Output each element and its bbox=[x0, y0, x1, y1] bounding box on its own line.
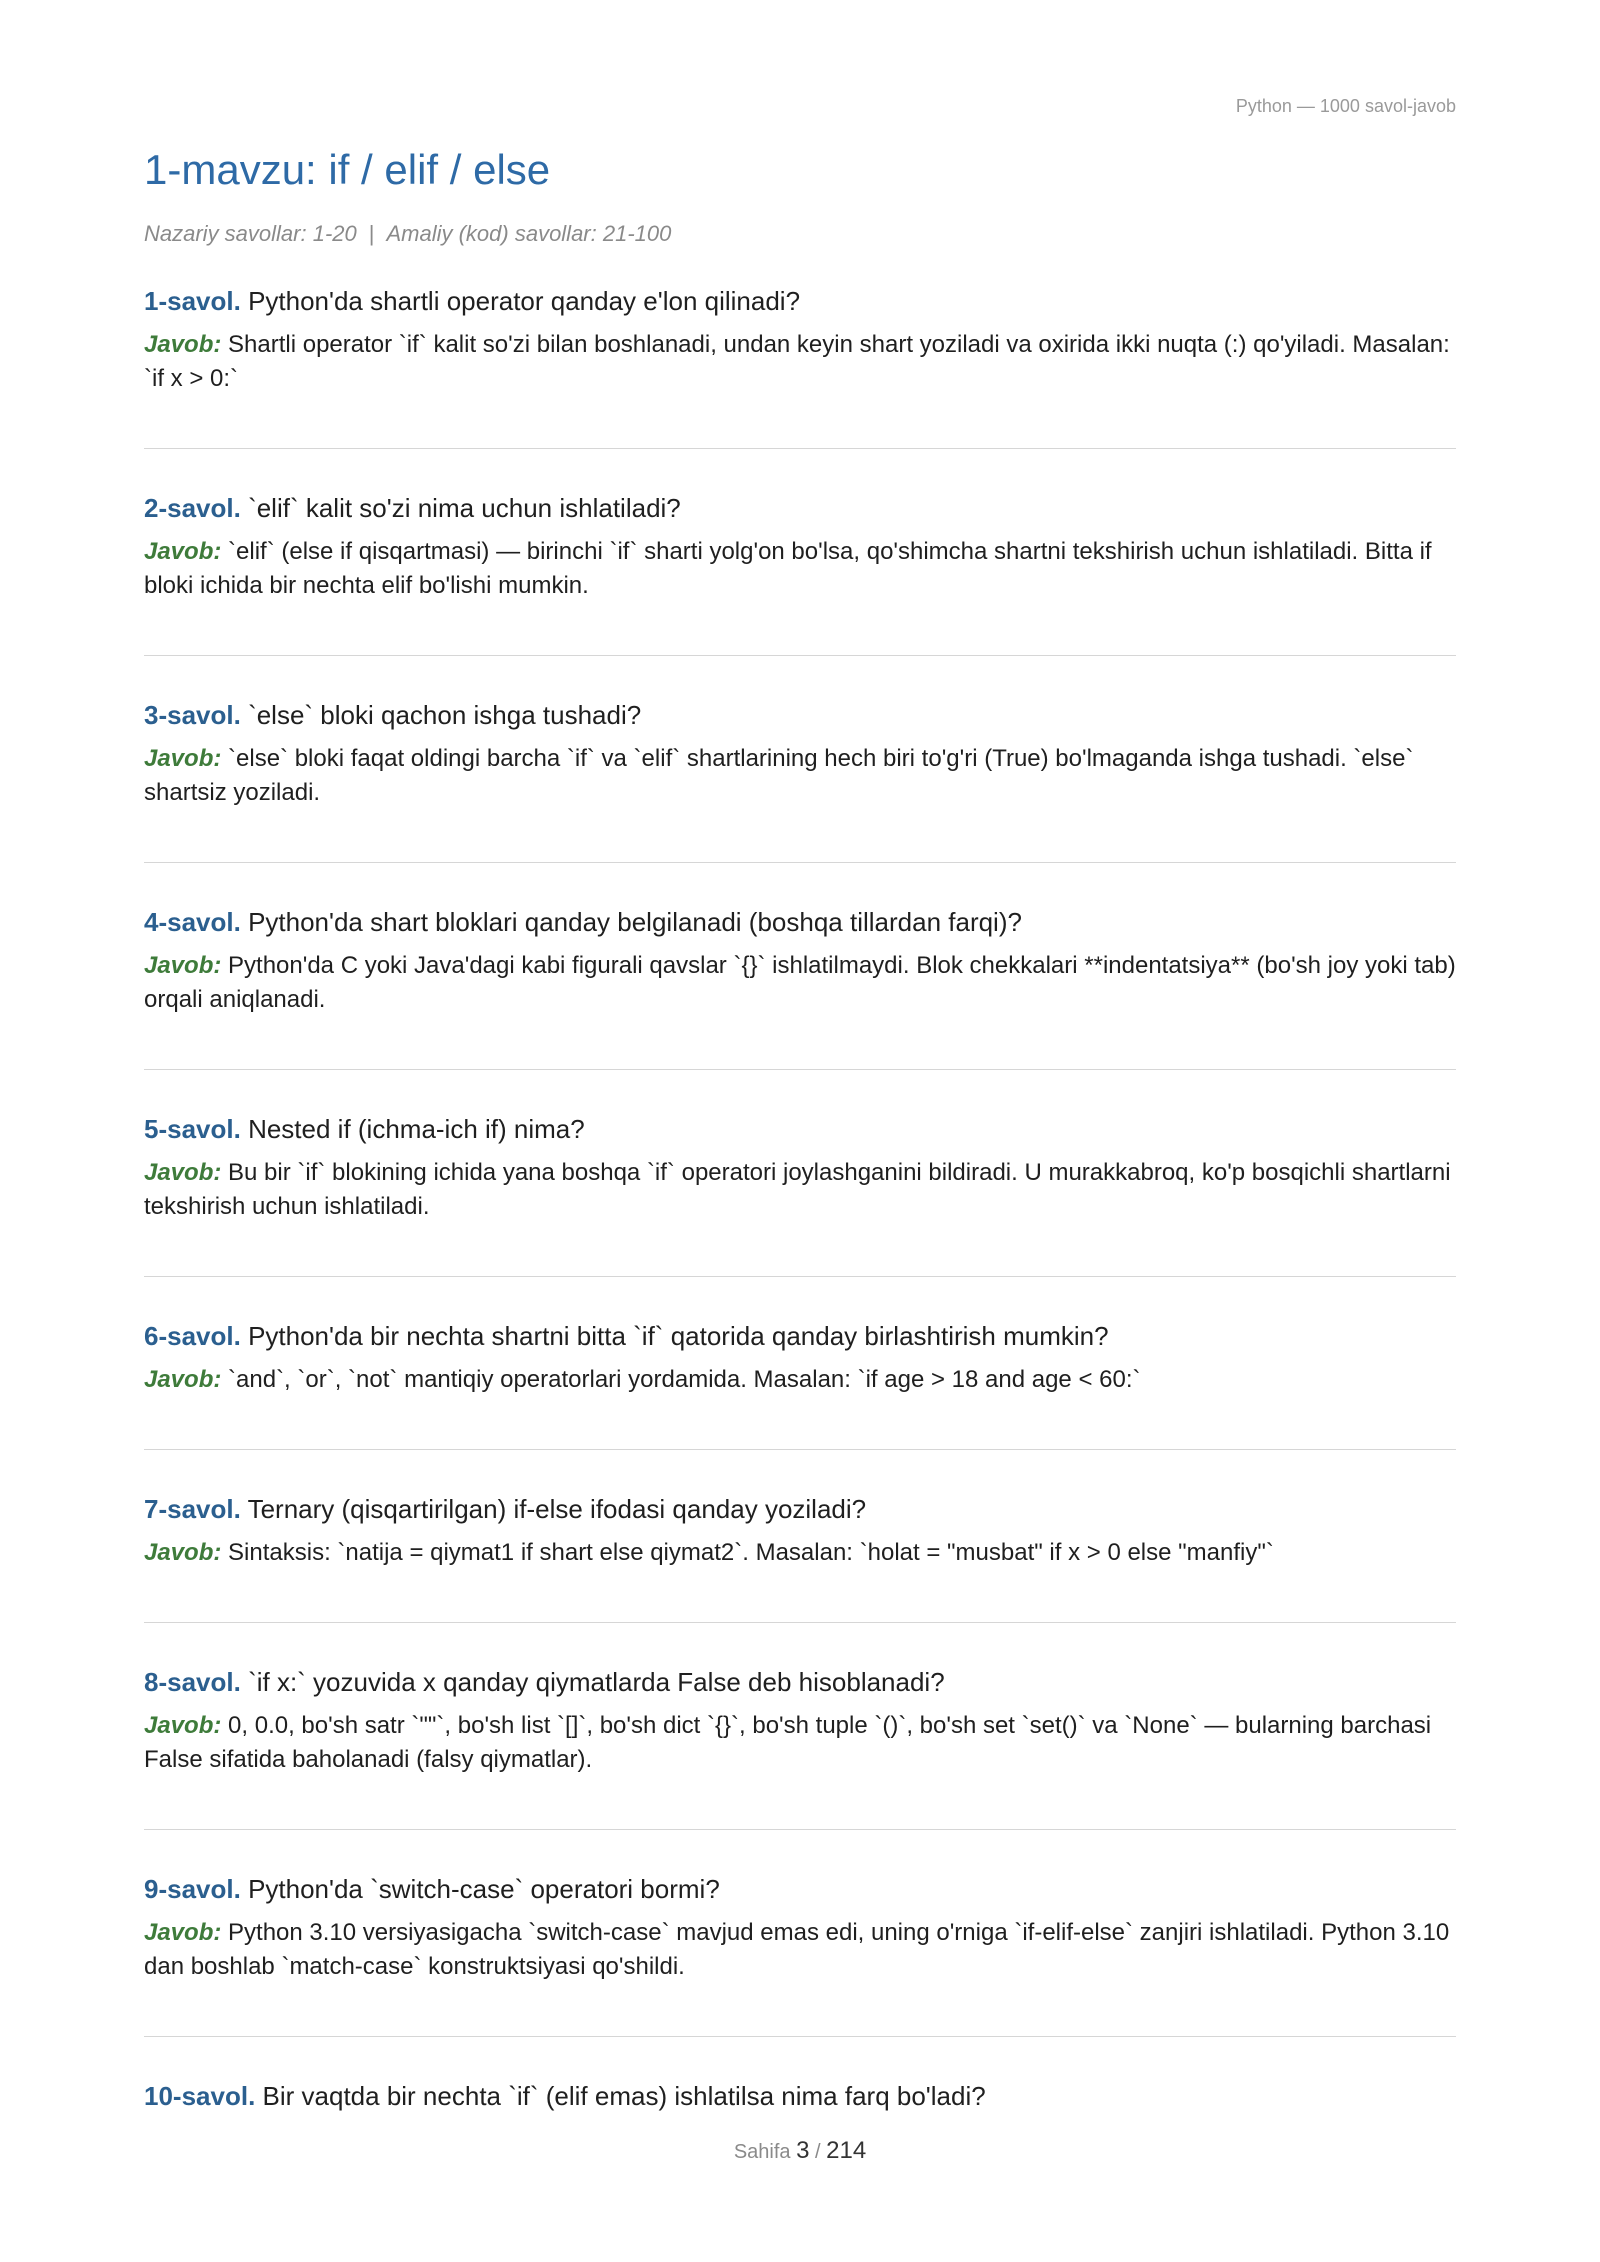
question bbox=[144, 284, 1456, 318]
question bbox=[144, 698, 1456, 732]
question-text: Python'da bir nechta shartni bitta `if` qatorida qanday birlashtirish mumkin? bbox=[248, 1321, 1109, 1351]
question-number: 6-savol. bbox=[144, 1321, 241, 1351]
answer bbox=[144, 328, 1456, 396]
theory-range: Nazariy savollar: 1-20 bbox=[144, 221, 357, 246]
page-footer bbox=[0, 2137, 1600, 2165]
answer-text: Shartli operator `if` kalit so'zi bilan boshlanadi, undan keyin shart yoziladi va oxirida ikki nuqta (:) qo'yiladi. Masalan: `if x > 0:` bbox=[144, 331, 1450, 392]
divider bbox=[144, 448, 1456, 449]
answer bbox=[144, 742, 1456, 810]
question bbox=[144, 2079, 1456, 2113]
answer bbox=[144, 1363, 1456, 1397]
qa-item bbox=[144, 1872, 1456, 1984]
question-number: 2-savol. bbox=[144, 493, 241, 523]
answer-text: `and`, `or`, `not` mantiqiy operatorlari yordamida. Masalan: `if age > 18 and age < 60:` bbox=[228, 1366, 1141, 1393]
question-text: Bir vaqtda bir nechta `if` (elif emas) ishlatilsa nima farq bo'ladi? bbox=[262, 2081, 986, 2111]
question-number: 10-savol. bbox=[144, 2081, 256, 2111]
question-text: `else` bloki qachon ishga tushadi? bbox=[248, 700, 642, 730]
question bbox=[144, 1872, 1456, 1906]
qa-item bbox=[144, 905, 1456, 1017]
total-pages: 214 bbox=[826, 2137, 867, 2164]
qa-item bbox=[144, 284, 1456, 396]
question-text: `if x:` yozuvida x qanday qiymatlarda False deb hisoblanadi? bbox=[248, 1667, 945, 1697]
page-content bbox=[144, 142, 1456, 2113]
page-separator: / bbox=[815, 2141, 821, 2163]
question bbox=[144, 491, 1456, 525]
qa-list bbox=[144, 284, 1456, 2113]
qa-item bbox=[144, 1319, 1456, 1397]
divider bbox=[144, 2036, 1456, 2037]
running-header: Python — 1000 savol-javob bbox=[1235, 96, 1456, 116]
current-page: 3 bbox=[796, 2137, 810, 2164]
question bbox=[144, 905, 1456, 939]
answer-label: Javob: bbox=[144, 952, 222, 979]
answer-text: `elif` (else if qisqartmasi) — birinchi `if` sharti yolg'on bo'lsa, qo'shimcha shartni tekshirish uchun ishlatiladi. Bitta if bloki ichida bir nechta elif bo'lishi mumkin. bbox=[144, 538, 1432, 599]
topic-subtitle bbox=[144, 220, 1456, 248]
question bbox=[144, 1112, 1456, 1146]
answer-label: Javob: bbox=[144, 1159, 222, 1186]
answer-label: Javob: bbox=[144, 1539, 222, 1566]
answer bbox=[144, 949, 1456, 1017]
qa-item bbox=[144, 2079, 1456, 2113]
question bbox=[144, 1665, 1456, 1699]
qa-item bbox=[144, 1665, 1456, 1777]
question-text: `elif` kalit so'zi nima uchun ishlatiladi? bbox=[248, 493, 681, 523]
answer bbox=[144, 1536, 1456, 1570]
question-text: Ternary (qisqartirilgan) if-else ifodasi qanday yoziladi? bbox=[247, 1494, 867, 1524]
answer-text: Python 3.10 versiyasigacha `switch-case` mavjud emas edi, uning o'rniga `if-elif-else` zanjiri ishlatiladi. Python 3.10 dan boshlab `match-case` konstruktsiyasi qo'shildi. bbox=[144, 1919, 1450, 1980]
answer bbox=[144, 535, 1456, 603]
answer bbox=[144, 1916, 1456, 1984]
practice-range: Amaliy (kod) savollar: 21-100 bbox=[386, 221, 672, 246]
topic-title: 1-mavzu: if / elif / else bbox=[144, 146, 551, 193]
divider bbox=[144, 1069, 1456, 1070]
question-number: 9-savol. bbox=[144, 1874, 241, 1904]
question-number: 5-savol. bbox=[144, 1114, 241, 1144]
divider bbox=[144, 655, 1456, 656]
question-number: 1-savol. bbox=[144, 286, 241, 316]
question-text: Nested if (ichma-ich if) nima? bbox=[248, 1114, 585, 1144]
divider bbox=[144, 862, 1456, 863]
answer-label: Javob: bbox=[144, 331, 222, 358]
question-number: 3-savol. bbox=[144, 700, 241, 730]
question-number: 4-savol. bbox=[144, 907, 241, 937]
answer bbox=[144, 1709, 1456, 1777]
question-text: Python'da `switch-case` operatori bormi? bbox=[248, 1874, 720, 1904]
divider bbox=[144, 1829, 1456, 1830]
question-number: 7-savol. bbox=[144, 1494, 241, 1524]
divider bbox=[144, 1449, 1456, 1450]
answer-text: Bu bir `if` blokining ichida yana boshqa `if` operatori joylashganini bildiradi. U murakkabroq, ko'p bosqichli shartlarni tekshirish uchun ishlatiladi. bbox=[144, 1159, 1451, 1220]
answer-text: `else` bloki faqat oldingi barcha `if` va `elif` shartlarining hech biri to'g'ri (True) bo'lmaganda ishga tushadi. `else` shartsiz yoziladi. bbox=[144, 745, 1414, 806]
answer-label: Javob: bbox=[144, 1919, 222, 1946]
answer bbox=[144, 1156, 1456, 1224]
divider bbox=[144, 1622, 1456, 1623]
answer-label: Javob: bbox=[144, 1712, 222, 1739]
qa-item bbox=[144, 491, 1456, 603]
question bbox=[144, 1319, 1456, 1353]
answer-label: Javob: bbox=[144, 538, 222, 565]
answer-text: Python'da C yoki Java'dagi kabi figurali qavslar `{}` ishlatilmaydi. Blok chekkalari **indentatsiya** (bo'sh joy yoki tab) orqali aniqlanadi. bbox=[144, 952, 1456, 1013]
answer-label: Javob: bbox=[144, 745, 222, 772]
qa-item bbox=[144, 1492, 1456, 1570]
answer-text: Sintaksis: `natija = qiymat1 if shart else qiymat2`. Masalan: `holat = "musbat" if x > 0 else "manfiy"` bbox=[228, 1539, 1274, 1566]
qa-item bbox=[144, 698, 1456, 810]
page-label: Sahifa bbox=[733, 2141, 791, 2163]
answer-label: Javob: bbox=[144, 1366, 222, 1393]
question-text: Python'da shart bloklari qanday belgilanadi (boshqa tillardan farqi)? bbox=[248, 907, 1022, 937]
subtitle-separator: | bbox=[368, 221, 375, 246]
divider bbox=[144, 1276, 1456, 1277]
question bbox=[144, 1492, 1456, 1526]
qa-item bbox=[144, 1112, 1456, 1224]
question-number: 8-savol. bbox=[144, 1667, 241, 1697]
answer-text: 0, 0.0, bo'sh satr `""`, bo'sh list `[]`, bo'sh dict `{}`, bo'sh tuple `()`, bo'sh set `set()` va `None` — bularning barchasi False sifatida baholanadi (falsy qiymatlar). bbox=[144, 1712, 1432, 1773]
question-text: Python'da shartli operator qanday e'lon qilinadi? bbox=[248, 286, 801, 316]
